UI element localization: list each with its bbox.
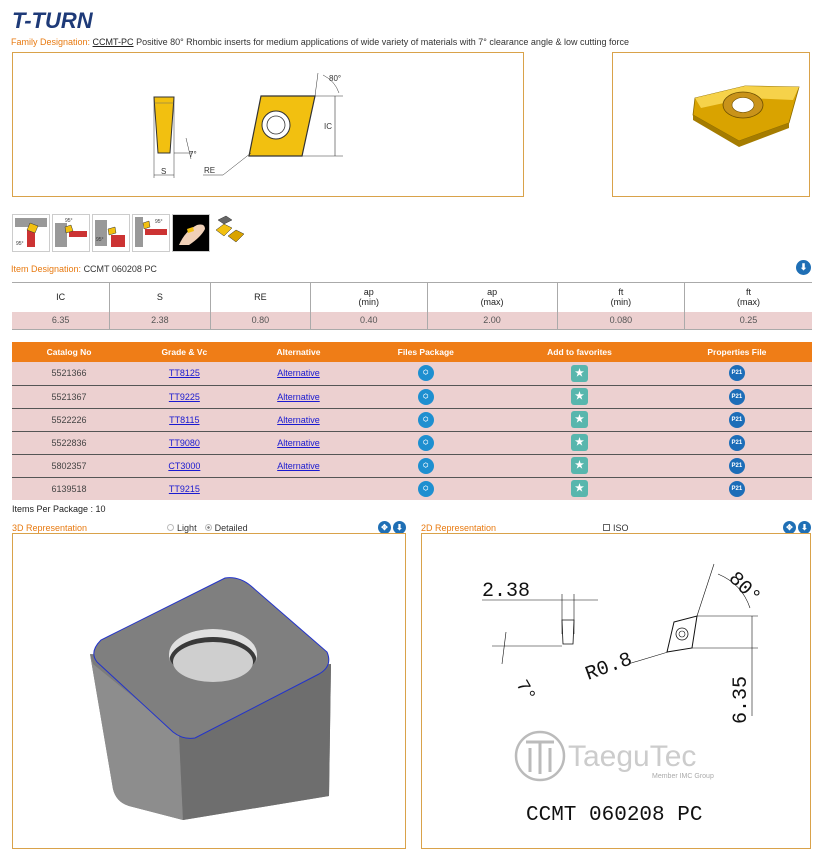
alternative-link[interactable]: Alternative: [277, 460, 320, 471]
p21-file-icon[interactable]: P21: [729, 435, 745, 451]
alternative-link-cell: [243, 431, 355, 454]
catalog-table: [12, 342, 812, 500]
catalog-no: 5802357: [12, 454, 126, 477]
items-per-package: Items Per Package : 10: [12, 504, 106, 514]
add-favorite-star-icon[interactable]: ★: [571, 411, 588, 428]
family-designation: [11, 37, 629, 47]
rep2d-expand-icon[interactable]: ✥: [783, 521, 796, 534]
taegutec-brand-sub: Member IMC Group: [652, 773, 714, 780]
rep2d-dim-angle: 80°: [723, 567, 765, 610]
catalog-no: 6139518: [12, 477, 126, 500]
rep3d-download-icon[interactable]: ⬇: [393, 521, 406, 534]
svg-text:95°: 95°: [96, 237, 104, 243]
thumb-facing[interactable]: [52, 214, 90, 252]
dim-value-s: 2.38: [110, 312, 210, 330]
files-package-icon[interactable]: ⬡: [418, 435, 434, 451]
grade-link[interactable]: CT3000: [168, 460, 201, 471]
col-grade: Grade & Vc: [126, 342, 243, 362]
thumb-back-turning[interactable]: [132, 214, 170, 252]
drawing-clearance-label: 7°: [189, 150, 197, 159]
catalog-row: [12, 408, 812, 431]
files-package-icon[interactable]: ⬡: [418, 365, 434, 381]
col-catalog-no: Catalog No: [12, 342, 126, 362]
thumb-insert-hand[interactable]: [172, 214, 210, 252]
alternative-link-cell: [243, 385, 355, 408]
properties-file-cell: [662, 408, 812, 431]
insert-photo-svg: [613, 53, 809, 196]
rep2d-download-icon[interactable]: ⬇: [798, 521, 811, 534]
thumb-profiling[interactable]: [92, 214, 130, 252]
dim-header-ap-max: ap (max): [427, 283, 557, 312]
catalog-row: [12, 431, 812, 454]
grade-link-cell: [126, 431, 243, 454]
iso-checkbox: [603, 524, 610, 531]
item-value: CCMT 060208 PC: [83, 264, 157, 274]
dimensions-table: [12, 282, 812, 330]
opt-iso[interactable]: ISO: [603, 523, 629, 533]
alternative-link-cell: [243, 408, 355, 431]
rep2d-drawing: [422, 534, 810, 848]
taegutec-brand-text: TaeguTec: [568, 740, 697, 773]
properties-file-cell: [662, 477, 812, 500]
dim-value-ap-max: 2.00: [427, 312, 557, 330]
favorites-cell: [497, 408, 662, 431]
item-label: Item Designation:: [11, 264, 82, 274]
rep2d-dim-s: 2.38: [482, 580, 531, 603]
p21-file-icon[interactable]: P21: [729, 389, 745, 405]
rep2d-title: 2D Representation: [421, 522, 497, 533]
add-favorite-star-icon[interactable]: ★: [571, 388, 588, 405]
dim-header-ft-min: ft (min): [557, 283, 685, 312]
properties-file-cell: [662, 385, 812, 408]
grade-link[interactable]: TT9225: [168, 391, 200, 402]
favorites-cell: [497, 477, 662, 500]
dimensions-header-row: [12, 283, 812, 312]
files-package-cell: [354, 362, 497, 385]
files-package-cell: [354, 408, 497, 431]
rep3d-model: [13, 534, 405, 848]
grade-link-cell: [126, 362, 243, 385]
alternative-link-cell: [243, 477, 355, 500]
col-files-package: Files Package: [354, 342, 497, 362]
grade-link[interactable]: TT9080: [168, 437, 200, 448]
rep3d-expand-icon[interactable]: ✥: [378, 521, 391, 534]
files-package-icon[interactable]: ⬡: [418, 412, 434, 428]
dim-header-ic: IC: [12, 283, 110, 312]
p21-file-icon[interactable]: P21: [729, 412, 745, 428]
add-favorite-star-icon[interactable]: ★: [571, 365, 588, 382]
opt-detailed[interactable]: Detailed: [205, 523, 248, 533]
dimensions-value-row: [12, 312, 812, 330]
radio-detailed: [205, 524, 212, 531]
catalog-row: [12, 477, 812, 500]
rep2d-dim-re: R0.8: [582, 648, 636, 687]
svg-text:95°: 95°: [155, 219, 163, 225]
col-favorites: Add to favorites: [497, 342, 662, 362]
p21-file-icon[interactable]: P21: [729, 481, 745, 497]
side-view-shape: [154, 97, 174, 153]
files-package-icon[interactable]: ⬡: [418, 389, 434, 405]
add-favorite-star-icon[interactable]: ★: [571, 480, 588, 497]
alternative-link-cell: [243, 362, 355, 385]
grade-link-cell: [126, 385, 243, 408]
dim-value-ic: 6.35: [12, 312, 110, 330]
favorites-cell: [497, 454, 662, 477]
dim-value-re: 0.80: [210, 312, 310, 330]
alternative-link[interactable]: Alternative: [277, 437, 320, 448]
add-favorite-star-icon[interactable]: ★: [571, 457, 588, 474]
files-package-cell: [354, 477, 497, 500]
col-properties-file: Properties File: [662, 342, 812, 362]
rep2d-viewer[interactable]: [421, 533, 811, 849]
dim-header-ap-min: ap (min): [311, 283, 428, 312]
opt-light[interactable]: Light: [167, 523, 197, 533]
family-code-link[interactable]: CCMT-PC: [92, 37, 134, 47]
catalog-no: 5522836: [12, 431, 126, 454]
alternative-link[interactable]: Alternative: [277, 414, 320, 425]
dim-value-ft-min: 0.080: [557, 312, 685, 330]
rep3d-title: 3D Representation: [12, 522, 88, 533]
grade-link-cell: [126, 477, 243, 500]
t-turn-logo: [12, 6, 132, 34]
favorites-cell: [497, 385, 662, 408]
application-thumbnails: [12, 214, 250, 252]
grade-link[interactable]: TT9215: [168, 483, 200, 494]
svg-text:95°: 95°: [65, 218, 73, 224]
rep2d-dim-clear: 7°: [510, 677, 539, 706]
files-package-icon[interactable]: ⬡: [418, 458, 434, 474]
drawing-ic-label: IC: [324, 122, 332, 131]
grade-link[interactable]: TT8125: [168, 368, 200, 379]
catalog-no: 5521367: [12, 385, 126, 408]
grade-link-cell: [126, 408, 243, 431]
svg-text:95°: 95°: [16, 241, 24, 247]
files-package-cell: [354, 431, 497, 454]
thumb-insert-pack[interactable]: [212, 214, 250, 252]
logo-text: T-TURN: [12, 8, 93, 33]
item-designation: [11, 264, 157, 274]
download-icon[interactable]: ⬇: [796, 260, 811, 275]
files-package-cell: [354, 385, 497, 408]
thumb-external-turning[interactable]: [12, 214, 50, 252]
drawing-s-label: S: [161, 167, 167, 176]
favorites-cell: [497, 431, 662, 454]
family-description: Positive 80° Rhombic inserts for medium applications of wide variety of materials with 7° clearance angle & low cutting force: [136, 37, 629, 47]
drawing-svg: [13, 53, 523, 196]
catalog-no: 5522226: [12, 408, 126, 431]
rep2d-dim-ic: 6.35: [730, 675, 753, 724]
alternative-link[interactable]: Alternative: [277, 368, 320, 379]
add-favorite-star-icon[interactable]: ★: [571, 434, 588, 451]
grade-link-cell: [126, 454, 243, 477]
alternative-link[interactable]: Alternative: [277, 391, 320, 402]
drawing-angle-label: 80°: [329, 74, 342, 83]
properties-file-cell: [662, 362, 812, 385]
dim-header-re: RE: [210, 283, 310, 312]
p21-file-icon[interactable]: P21: [729, 365, 745, 381]
properties-file-cell: [662, 431, 812, 454]
insert-drawing: [12, 52, 524, 197]
catalog-header-row: [12, 342, 812, 362]
catalog-row: [12, 454, 812, 477]
insert-photo: [612, 52, 810, 197]
dim-header-ft-max: ft (max): [685, 283, 812, 312]
dim-value-ft-max: 0.25: [685, 312, 812, 330]
rep3d-viewer[interactable]: [12, 533, 406, 849]
rep2d-designation: CCMT 060208 PC: [526, 804, 703, 827]
family-label: Family Designation:: [11, 37, 91, 47]
properties-file-cell: [662, 454, 812, 477]
catalog-no: 5521366: [12, 362, 126, 385]
radio-light: [167, 524, 174, 531]
drawing-re-label: RE: [204, 166, 216, 175]
col-alternative: Alternative: [243, 342, 355, 362]
favorites-cell: [497, 362, 662, 385]
catalog-row: [12, 362, 812, 385]
alternative-link-cell: [243, 454, 355, 477]
catalog-row: [12, 385, 812, 408]
files-package-icon[interactable]: ⬡: [418, 481, 434, 497]
dim-header-s: S: [110, 283, 210, 312]
grade-link[interactable]: TT8115: [169, 414, 200, 425]
p21-file-icon[interactable]: P21: [729, 458, 745, 474]
files-package-cell: [354, 454, 497, 477]
dim-value-ap-min: 0.40: [311, 312, 428, 330]
